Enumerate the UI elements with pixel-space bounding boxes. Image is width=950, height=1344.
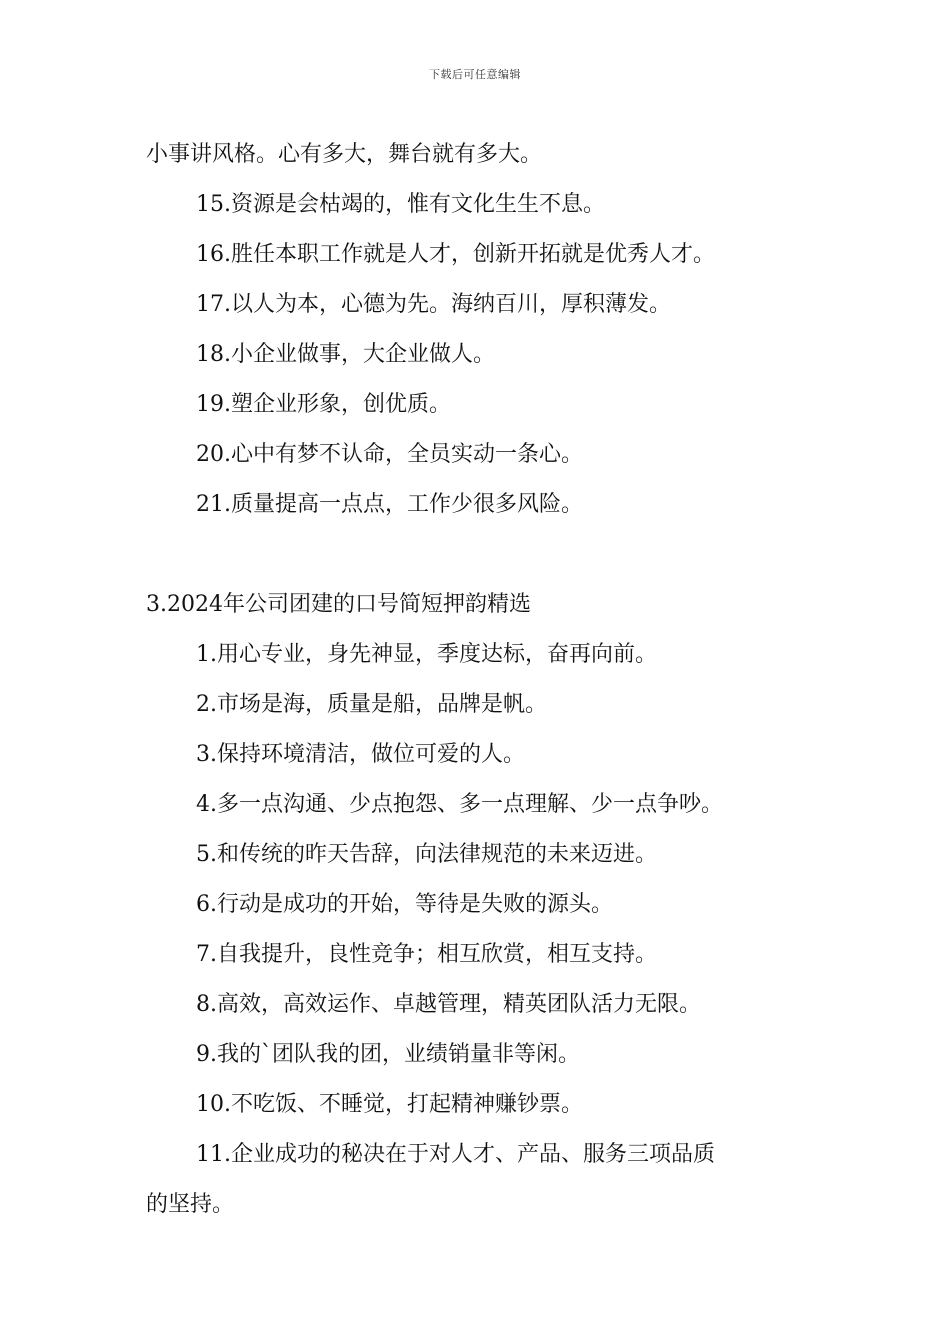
document-body <box>146 130 810 1230</box>
list-item: 17.以人为本，心德为先。海纳百川，厚积薄发。 <box>196 292 671 317</box>
section-heading: 3.2024年公司团建的口号简短押韵精选 <box>146 592 531 617</box>
list-item: 7.自我提升，良性竞争；相互欣赏，相互支持。 <box>196 942 657 967</box>
list-item: 6.行动是成功的开始，等待是失败的源头。 <box>196 892 613 917</box>
list-item: 9.我的`团队我的团，业绩销量非等闲。 <box>196 1042 580 1067</box>
section-spacer <box>146 530 810 580</box>
list-item: 3.保持环境清洁，做位可爱的人。 <box>196 742 525 767</box>
list-item: 16.胜任本职工作就是人才，创新开拓就是优秀人才。 <box>196 242 715 267</box>
list-item: 18.小企业做事，大企业做人。 <box>196 342 495 367</box>
list-item: 20.心中有梦不认命，全员实动一条心。 <box>196 442 583 467</box>
page-header: 下载后可任意编辑 <box>429 68 521 81</box>
list-item: 4.多一点沟通、少点抱怨、多一点理解、少一点争吵。 <box>196 792 723 817</box>
list-item: 19.塑企业形象，创优质。 <box>196 392 451 417</box>
list-item: 15.资源是会枯竭的，惟有文化生生不息。 <box>196 192 605 217</box>
paragraph-continuation: 小事讲风格。心有多大，舞台就有多大。 <box>146 142 543 167</box>
list-item: 10.不吃饭、不睡觉，打起精神赚钞票。 <box>196 1092 583 1117</box>
list-item: 1.用心专业，身先神显，季度达标，奋再向前。 <box>196 642 657 667</box>
list-item: 2.市场是海，质量是船，品牌是帆。 <box>196 692 547 717</box>
list-item-wrapped-line-2: 的坚持。 <box>146 1192 235 1217</box>
list-item: 21.质量提高一点点，工作少很多风险。 <box>196 492 583 517</box>
list-item-wrapped-line-1: 11.企业成功的秘决在于对人才、产品、服务三项品质 <box>196 1142 715 1167</box>
list-item: 5.和传统的昨天告辞，向法律规范的未来迈进。 <box>196 842 657 867</box>
list-item: 8.高效，高效运作、卓越管理，精英团队活力无限。 <box>196 992 701 1017</box>
